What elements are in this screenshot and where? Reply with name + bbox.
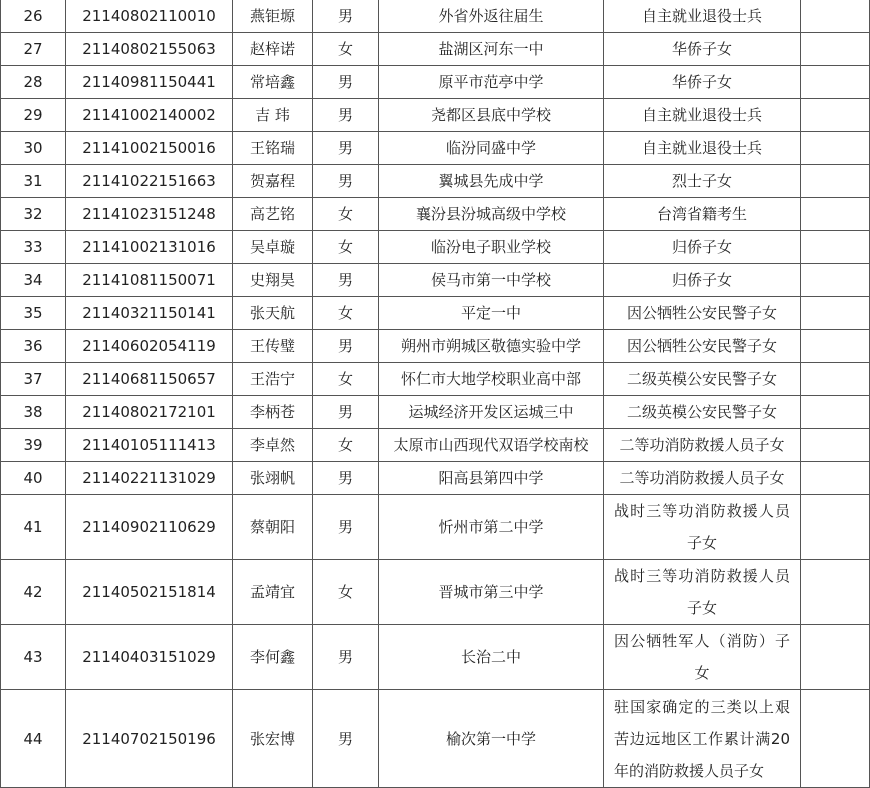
empty-cell	[801, 132, 870, 165]
exam-number-cell: 21140502151814	[66, 560, 233, 625]
gender-cell: 男	[313, 0, 379, 33]
exam-number-cell: 21140802110010	[66, 0, 233, 33]
table-row	[1, 429, 870, 462]
eligibility-category-cell: 战时三等功消防救援人员子女	[604, 560, 801, 625]
student-name-cell: 史翔昊	[233, 264, 313, 297]
exam-number-cell: 21140681150657	[66, 363, 233, 396]
gender-cell: 男	[313, 625, 379, 690]
school-name-cell: 临汾电子职业学校	[379, 231, 604, 264]
row-number-cell: 32	[1, 198, 66, 231]
exam-number-cell: 21140802155063	[66, 33, 233, 66]
school-name-cell: 晋城市第三中学	[379, 560, 604, 625]
empty-cell	[801, 495, 870, 560]
row-number-cell: 31	[1, 165, 66, 198]
empty-cell	[801, 165, 870, 198]
table-row	[1, 165, 870, 198]
eligibility-category-cell: 台湾省籍考生	[604, 198, 801, 231]
table-row	[1, 264, 870, 297]
school-name-cell: 运城经济开发区运城三中	[379, 396, 604, 429]
exam-number-cell: 21140702150196	[66, 690, 233, 788]
gender-cell: 男	[313, 66, 379, 99]
student-name-cell: 李何鑫	[233, 625, 313, 690]
school-name-cell: 襄汾县汾城高级中学校	[379, 198, 604, 231]
exam-number-cell: 21140321150141	[66, 297, 233, 330]
exam-number-cell: 21141022151663	[66, 165, 233, 198]
table-row	[1, 560, 870, 625]
gender-cell: 男	[313, 690, 379, 788]
row-number-cell: 41	[1, 495, 66, 560]
school-name-cell: 朔州市朔城区敬德实验中学	[379, 330, 604, 363]
school-name-cell: 太原市山西现代双语学校南校	[379, 429, 604, 462]
gender-cell: 男	[313, 99, 379, 132]
school-name-cell: 临汾同盛中学	[379, 132, 604, 165]
student-name-cell: 李柄苍	[233, 396, 313, 429]
student-name-cell: 孟靖宜	[233, 560, 313, 625]
school-name-cell: 尧都区县底中学校	[379, 99, 604, 132]
eligibility-category-cell: 归侨子女	[604, 231, 801, 264]
row-number-cell: 33	[1, 231, 66, 264]
gender-cell: 女	[313, 429, 379, 462]
table-row	[1, 330, 870, 363]
row-number-cell: 40	[1, 462, 66, 495]
gender-cell: 男	[313, 330, 379, 363]
exam-number-cell: 21140902110629	[66, 495, 233, 560]
gender-cell: 女	[313, 297, 379, 330]
eligibility-category-cell: 自主就业退役士兵	[604, 0, 801, 33]
eligibility-category-cell: 华侨子女	[604, 66, 801, 99]
exam-number-cell: 21140981150441	[66, 66, 233, 99]
eligibility-category-cell: 烈士子女	[604, 165, 801, 198]
student-name-cell: 吴卓璇	[233, 231, 313, 264]
eligibility-category-cell: 因公牺牲军人（消防）子女	[604, 625, 801, 690]
empty-cell	[801, 429, 870, 462]
table-row	[1, 0, 870, 33]
row-number-cell: 29	[1, 99, 66, 132]
student-name-cell: 李卓然	[233, 429, 313, 462]
empty-cell	[801, 330, 870, 363]
empty-cell	[801, 690, 870, 788]
eligibility-category-cell: 华侨子女	[604, 33, 801, 66]
table-row	[1, 66, 870, 99]
eligibility-category-cell: 战时三等功消防救援人员子女	[604, 495, 801, 560]
school-name-cell: 榆次第一中学	[379, 690, 604, 788]
gender-cell: 男	[313, 495, 379, 560]
gender-cell: 女	[313, 560, 379, 625]
school-name-cell: 忻州市第二中学	[379, 495, 604, 560]
row-number-cell: 43	[1, 625, 66, 690]
student-name-cell: 贺嘉程	[233, 165, 313, 198]
eligibility-category-cell: 自主就业退役士兵	[604, 99, 801, 132]
gender-cell: 女	[313, 231, 379, 264]
school-name-cell: 翼城县先成中学	[379, 165, 604, 198]
eligibility-category-cell: 二级英模公安民警子女	[604, 363, 801, 396]
student-name-cell: 常培鑫	[233, 66, 313, 99]
table-row	[1, 462, 870, 495]
exam-number-cell: 21141081150071	[66, 264, 233, 297]
school-name-cell: 长治二中	[379, 625, 604, 690]
gender-cell: 女	[313, 33, 379, 66]
empty-cell	[801, 625, 870, 690]
student-name-cell: 张翊帆	[233, 462, 313, 495]
student-name-cell: 王浩宁	[233, 363, 313, 396]
empty-cell	[801, 560, 870, 625]
school-name-cell: 侯马市第一中学校	[379, 264, 604, 297]
student-name-cell: 王铭瑞	[233, 132, 313, 165]
row-number-cell: 26	[1, 0, 66, 33]
table-row	[1, 495, 870, 560]
empty-cell	[801, 363, 870, 396]
empty-cell	[801, 396, 870, 429]
student-name-cell: 张宏博	[233, 690, 313, 788]
eligibility-category-cell: 归侨子女	[604, 264, 801, 297]
empty-cell	[801, 66, 870, 99]
row-number-cell: 36	[1, 330, 66, 363]
school-name-cell: 怀仁市大地学校职业高中部	[379, 363, 604, 396]
exam-number-cell: 21141002150016	[66, 132, 233, 165]
student-name-cell: 张天航	[233, 297, 313, 330]
eligibility-category-cell: 二级英模公安民警子女	[604, 396, 801, 429]
eligibility-category-cell: 因公牺牲公安民警子女	[604, 297, 801, 330]
eligibility-category-cell: 驻国家确定的三类以上艰苦边远地区工作累计满20年的消防救援人员子女	[604, 690, 801, 788]
row-number-cell: 37	[1, 363, 66, 396]
eligibility-category-cell: 二等功消防救援人员子女	[604, 462, 801, 495]
table-row	[1, 625, 870, 690]
table-row	[1, 231, 870, 264]
exam-number-cell: 21141002131016	[66, 231, 233, 264]
gender-cell: 男	[313, 462, 379, 495]
student-name-cell: 王传璧	[233, 330, 313, 363]
table-row	[1, 99, 870, 132]
gender-cell: 男	[313, 165, 379, 198]
gender-cell: 男	[313, 132, 379, 165]
empty-cell	[801, 231, 870, 264]
row-number-cell: 35	[1, 297, 66, 330]
eligibility-category-cell: 自主就业退役士兵	[604, 132, 801, 165]
row-number-cell: 39	[1, 429, 66, 462]
empty-cell	[801, 462, 870, 495]
exam-number-cell: 21140105111413	[66, 429, 233, 462]
exam-number-cell: 21141002140002	[66, 99, 233, 132]
exam-number-cell: 21141023151248	[66, 198, 233, 231]
school-name-cell: 平定一中	[379, 297, 604, 330]
table-row	[1, 297, 870, 330]
student-name-cell: 燕钜塬	[233, 0, 313, 33]
row-number-cell: 34	[1, 264, 66, 297]
eligibility-category-cell: 因公牺牲公安民警子女	[604, 330, 801, 363]
table-row	[1, 690, 870, 788]
gender-cell: 男	[313, 396, 379, 429]
exam-number-cell: 21140221131029	[66, 462, 233, 495]
empty-cell	[801, 264, 870, 297]
gender-cell: 女	[313, 363, 379, 396]
eligibility-category-cell: 二等功消防救援人员子女	[604, 429, 801, 462]
school-name-cell: 盐湖区河东一中	[379, 33, 604, 66]
exam-number-cell: 21140403151029	[66, 625, 233, 690]
school-name-cell: 阳高县第四中学	[379, 462, 604, 495]
empty-cell	[801, 198, 870, 231]
row-number-cell: 38	[1, 396, 66, 429]
school-name-cell: 原平市范亭中学	[379, 66, 604, 99]
table-row	[1, 33, 870, 66]
table-row	[1, 132, 870, 165]
empty-cell	[801, 0, 870, 33]
exam-number-cell: 21140802172101	[66, 396, 233, 429]
row-number-cell: 30	[1, 132, 66, 165]
empty-cell	[801, 297, 870, 330]
gender-cell: 男	[313, 264, 379, 297]
empty-cell	[801, 33, 870, 66]
student-name-cell: 吉 玮	[233, 99, 313, 132]
row-number-cell: 44	[1, 690, 66, 788]
student-name-cell: 赵梓诺	[233, 33, 313, 66]
exam-number-cell: 21140602054119	[66, 330, 233, 363]
table-row	[1, 363, 870, 396]
row-number-cell: 27	[1, 33, 66, 66]
gender-cell: 女	[313, 198, 379, 231]
school-name-cell: 外省外返往届生	[379, 0, 604, 33]
row-number-cell: 28	[1, 66, 66, 99]
table-row	[1, 198, 870, 231]
empty-cell	[801, 99, 870, 132]
roster-body	[1, 0, 870, 788]
student-name-cell: 高艺铭	[233, 198, 313, 231]
table-row	[1, 396, 870, 429]
student-name-cell: 蔡朝阳	[233, 495, 313, 560]
row-number-cell: 42	[1, 560, 66, 625]
